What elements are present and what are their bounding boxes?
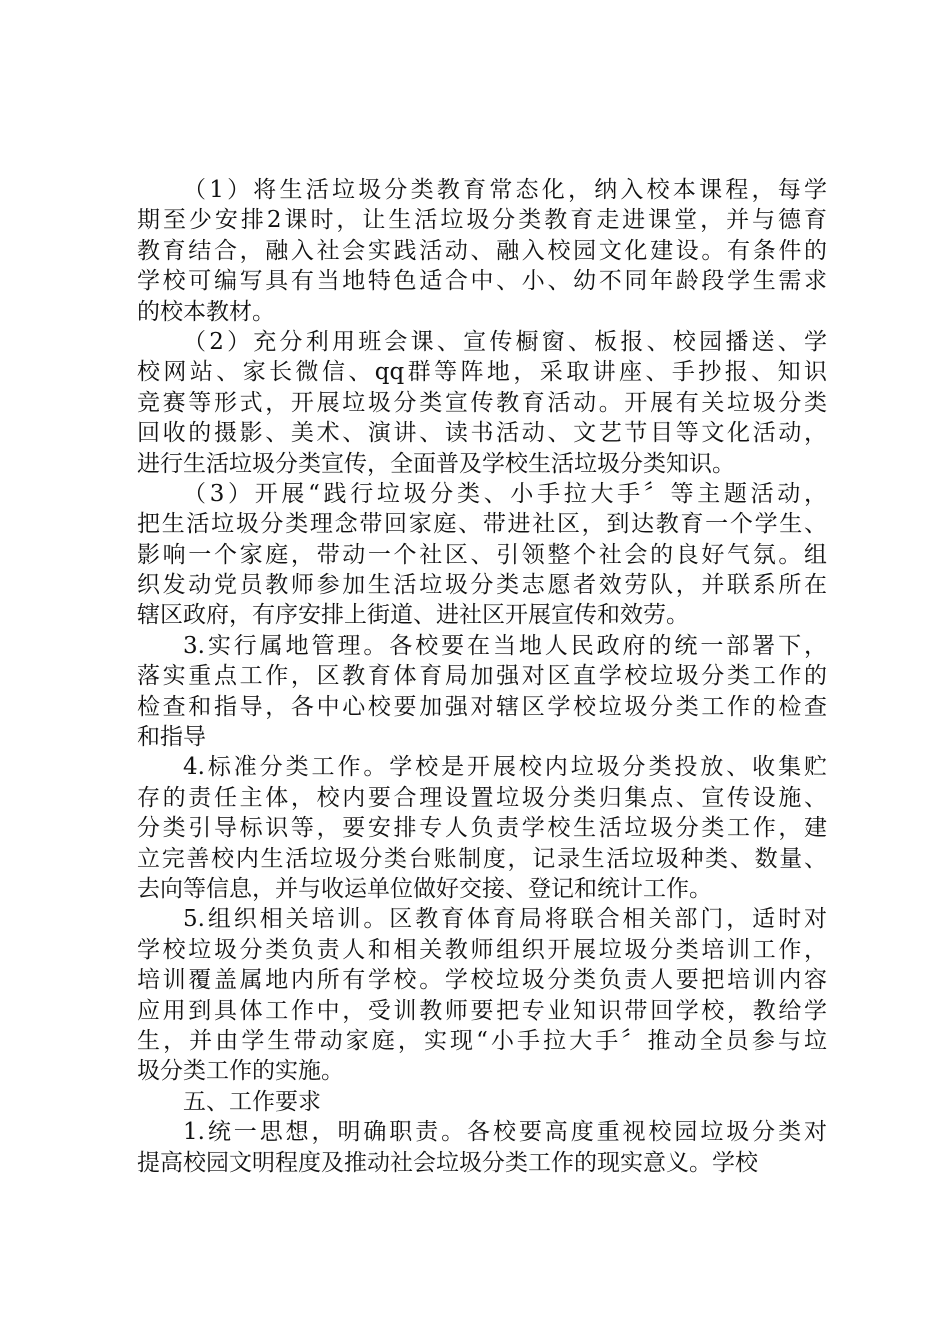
paragraph-p2	[137, 327, 827, 479]
paragraph-line: （1）将生活垃圾分类教育常态化，纳入校本课程，每学	[183, 177, 827, 203]
paragraph-line: 检查和指导，各中心校要加强对辖区学校垃圾分类工作的检查	[137, 693, 827, 720]
paragraph-line: 圾分类工作的实施。	[137, 1058, 344, 1085]
paragraph-p8	[137, 1117, 827, 1178]
paragraph-line: 5.组织相关培训。区教育体育局将联合相关部门，适时对	[183, 906, 827, 933]
document-page	[137, 175, 827, 1178]
paragraph-line: 的校本教材。	[137, 298, 275, 325]
paragraph-line: 教育结合，融入社会实践活动、融入校园文化建设。有条件的	[137, 237, 827, 264]
paragraph-p6	[137, 904, 827, 1086]
paragraph-line: 竞赛等形式，开展垃圾分类宣传教育活动。开展有关垃圾分类	[137, 389, 827, 416]
paragraph-line: 进行生活垃圾分类宣传，全面普及学校生活垃圾分类知识。	[137, 450, 735, 477]
paragraph-p1	[137, 175, 827, 327]
paragraph-line: 落实重点工作，区教育体育局加强对区直学校垃圾分类工作的	[137, 663, 827, 690]
paragraph-line: 分类引导标识等，要安排专人负责学校生活垃圾分类工作，建	[137, 815, 827, 842]
paragraph-line: 培训覆盖属地内所有学校。学校垃圾分类负责人要把培训内容	[137, 967, 827, 994]
paragraph-line: 去向等信息，并与收运单位做好交接、登记和统计工作。	[137, 875, 712, 902]
paragraph-line: 4.标准分类工作。学校是开展校内垃圾分类投放、收集贮	[183, 754, 827, 781]
paragraph-line: 期至少安排2课时，让生活垃圾分类教育走进课堂，并与德育	[137, 207, 827, 234]
paragraph-line: 回收的摄影、美术、演讲、读书活动、文艺节目等文化活动，	[137, 420, 827, 447]
paragraph-line: 生，并由学生带动家庭，实现“小手拉大手〞推动全员参与垃	[137, 1027, 827, 1054]
paragraph-line: （2）充分利用班会课、宣传橱窗、板报、校园播送、学	[183, 328, 827, 355]
paragraph-line: （3）开展“践行垃圾分类、小手拉大手〞等主题活动，	[183, 480, 827, 507]
paragraph-line: 辖区政府，有序安排上街道、进社区开展宣传和效劳。	[137, 602, 689, 629]
paragraph-line: 1.统一思想，明确职责。各校要高度重视校园垃圾分类对	[183, 1119, 827, 1146]
paragraph-line: 校网站、家长微信、qq群等阵地，采取讲座、手抄报、知识	[137, 359, 827, 386]
paragraph-p5	[137, 752, 827, 904]
paragraph-line: 影响一个家庭，带动一个社区、引领整个社会的良好气氛。组	[137, 541, 827, 568]
paragraph-line: 织发动党员教师参加生活垃圾分类志愿者效劳队，并联系所在	[137, 572, 827, 599]
paragraph-line: 立完善校内生活垃圾分类台账制度，记录生活垃圾种类、数量、	[137, 845, 827, 872]
paragraph-line: 提高校园文明程度及推动社会垃圾分类工作的现实意义。学校	[137, 1149, 758, 1176]
paragraph-line: 把生活垃圾分类理念带回家庭、带进社区，到达教育一个学生、	[137, 511, 827, 538]
paragraph-line: 应用到具体工作中，受训教师要把专业知识带回学校，教给学	[137, 997, 827, 1024]
paragraph-line: 学校垃圾分类负责人和相关教师组织开展垃圾分类培训工作，	[137, 936, 827, 963]
paragraph-p4	[137, 631, 827, 753]
paragraph-line: 学校可编写具有当地特色适合中、小、幼不同年龄段学生需求	[137, 268, 827, 295]
paragraph-line: 3.实行属地管理。各校要在当地人民政府的统一部署下，	[183, 632, 827, 659]
paragraph-p3	[137, 479, 827, 631]
paragraph-p7	[137, 1087, 827, 1117]
paragraph-line: 五、工作要求	[183, 1088, 321, 1115]
paragraph-line: 存的责任主体，校内要合理设置垃圾分类归集点、宣传设施、	[137, 784, 827, 811]
paragraph-line: 和指导	[137, 724, 206, 751]
